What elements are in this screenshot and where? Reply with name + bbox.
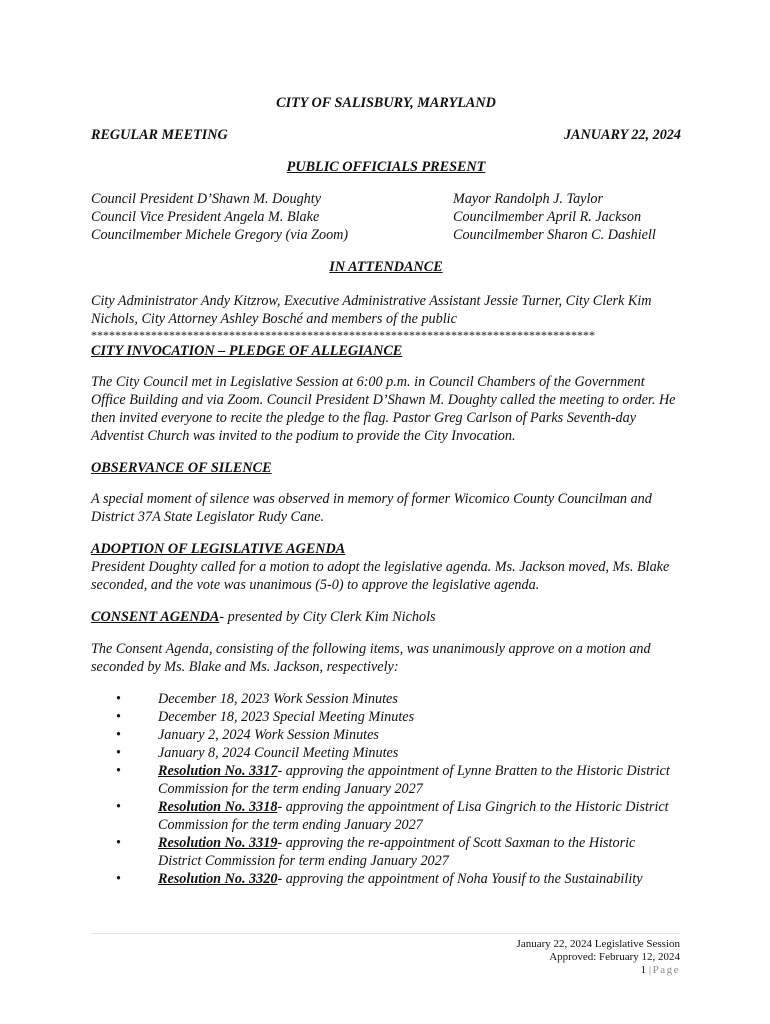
bullet: •: [116, 799, 121, 815]
meeting-date: JANUARY 22, 2024: [563, 127, 681, 143]
officials-right-column: [453, 190, 681, 244]
resolution-label: Resolution No. 3318: [158, 799, 278, 815]
bullet: •: [116, 709, 121, 725]
bullet: •: [116, 871, 121, 887]
resolution-label: Resolution No. 3317: [158, 763, 278, 779]
official-name: Council President D’Shawn M. Doughty: [91, 191, 321, 207]
footer-divider: [91, 933, 680, 934]
bullet: •: [116, 835, 121, 851]
city-title: CITY OF SALISBURY, MARYLAND: [276, 95, 496, 111]
silence-heading: OBSERVANCE OF SILENCE: [91, 460, 272, 476]
attendance-heading: IN ATTENDANCE: [329, 259, 443, 275]
meeting-header-row: [91, 126, 681, 144]
resolution-label: Resolution No. 3319: [158, 835, 278, 851]
silence-text: A special moment of silence was observed in memory of former Wicomico County Councilman and District 37A State Legislator Rudy Cane.: [91, 491, 652, 525]
item-text: - approving the appointment of Lisa Gingrich to the Historic District Commission for the term ending January 2027: [158, 799, 669, 833]
consent-items-list: [91, 690, 681, 888]
page-label: Page: [652, 964, 680, 976]
list-item: [91, 834, 681, 870]
page-number-line: [517, 964, 680, 977]
meeting-type: REGULAR MEETING: [91, 127, 228, 143]
list-item: [91, 708, 681, 726]
bullet: •: [116, 745, 121, 761]
officials-list: [91, 190, 681, 244]
item-text: - approving the re-appointment of Scott Saxman to the Historic District Commission for term ending January 2027: [158, 835, 636, 869]
consent-heading-suffix: - presented by City Clerk Kim Nichols: [219, 609, 436, 625]
list-item: [91, 798, 681, 834]
officials-heading: PUBLIC OFFICIALS PRESENT: [286, 159, 486, 175]
item-text: - approving the appointment of Lynne Bratten to the Historic District Commission for the term ending January 2027: [158, 763, 670, 797]
separator-line: ************************************************************************************: [91, 328, 595, 342]
item-text: December 18, 2023 Work Session Minutes: [158, 691, 398, 707]
footer-session: January 22, 2024 Legislative Session: [516, 938, 680, 950]
resolution-label: Resolution No. 3320: [158, 871, 278, 887]
consent-heading: CONSENT AGENDA: [91, 609, 220, 625]
page-separator: |: [648, 964, 653, 976]
footer-approved: Approved: February 12, 2024: [549, 951, 680, 963]
list-item: [91, 690, 681, 708]
item-text: January 8, 2024 Council Meeting Minutes: [158, 745, 399, 761]
officials-left-column: [91, 190, 453, 244]
bullet: •: [116, 691, 121, 707]
list-item: [91, 870, 681, 888]
bullet: •: [116, 727, 121, 743]
official-name: Council Vice President Angela M. Blake: [91, 209, 320, 225]
invocation-heading: CITY INVOCATION – PLEDGE OF ALLEGIANCE: [91, 343, 403, 359]
list-item: [91, 762, 681, 798]
consent-heading-line: [91, 608, 681, 626]
agenda-text: President Doughty called for a motion to adopt the legislative agenda. Ms. Jackson moved, Ms. Blake seconded, and the vote was unanimous (5-0) to approve the legislative agenda.: [91, 559, 670, 593]
item-text: - approving the appointment of Noha Yousif to the Sustainability: [277, 871, 643, 887]
agenda-heading: ADOPTION OF LEGISLATIVE AGENDA: [91, 541, 346, 557]
page-number: 1: [640, 964, 647, 976]
official-name: Councilmember Sharon C. Dashiell: [453, 227, 656, 243]
consent-intro: The Consent Agenda, consisting of the following items, was unanimously approve on a motion and seconded by Ms. Blake and Ms. Jackson, respectively:: [91, 641, 651, 675]
item-text: December 18, 2023 Special Meeting Minutes: [158, 709, 415, 725]
official-name: Councilmember Michele Gregory (via Zoom): [91, 227, 349, 243]
official-name: Mayor Randolph J. Taylor: [453, 191, 604, 207]
attendance-text: City Administrator Andy Kitzrow, Executive Administrative Assistant Jessie Turner, City Clerk Kim Nichols, City Attorney Ashley Bosché and members of the public: [91, 293, 652, 327]
list-item: [91, 744, 681, 762]
item-text: January 2, 2024 Work Session Minutes: [158, 727, 379, 743]
invocation-text: The City Council met in Legislative Session at 6:00 p.m. in Council Chambers of the Government Office Building and via Zoom. Council President D’Shawn M. Doughty called the meeting to order. He then invited everyone to recite the pledge to the flag. Pastor Greg Carlson of Parks Seventh-day Adventist Church was invited to the podium to provide the City Invocation.: [91, 374, 676, 444]
list-item: [91, 726, 681, 744]
minutes-body: [91, 94, 681, 888]
bullet: •: [116, 763, 121, 779]
official-name: Councilmember April R. Jackson: [453, 209, 642, 225]
page-footer: [517, 938, 680, 977]
